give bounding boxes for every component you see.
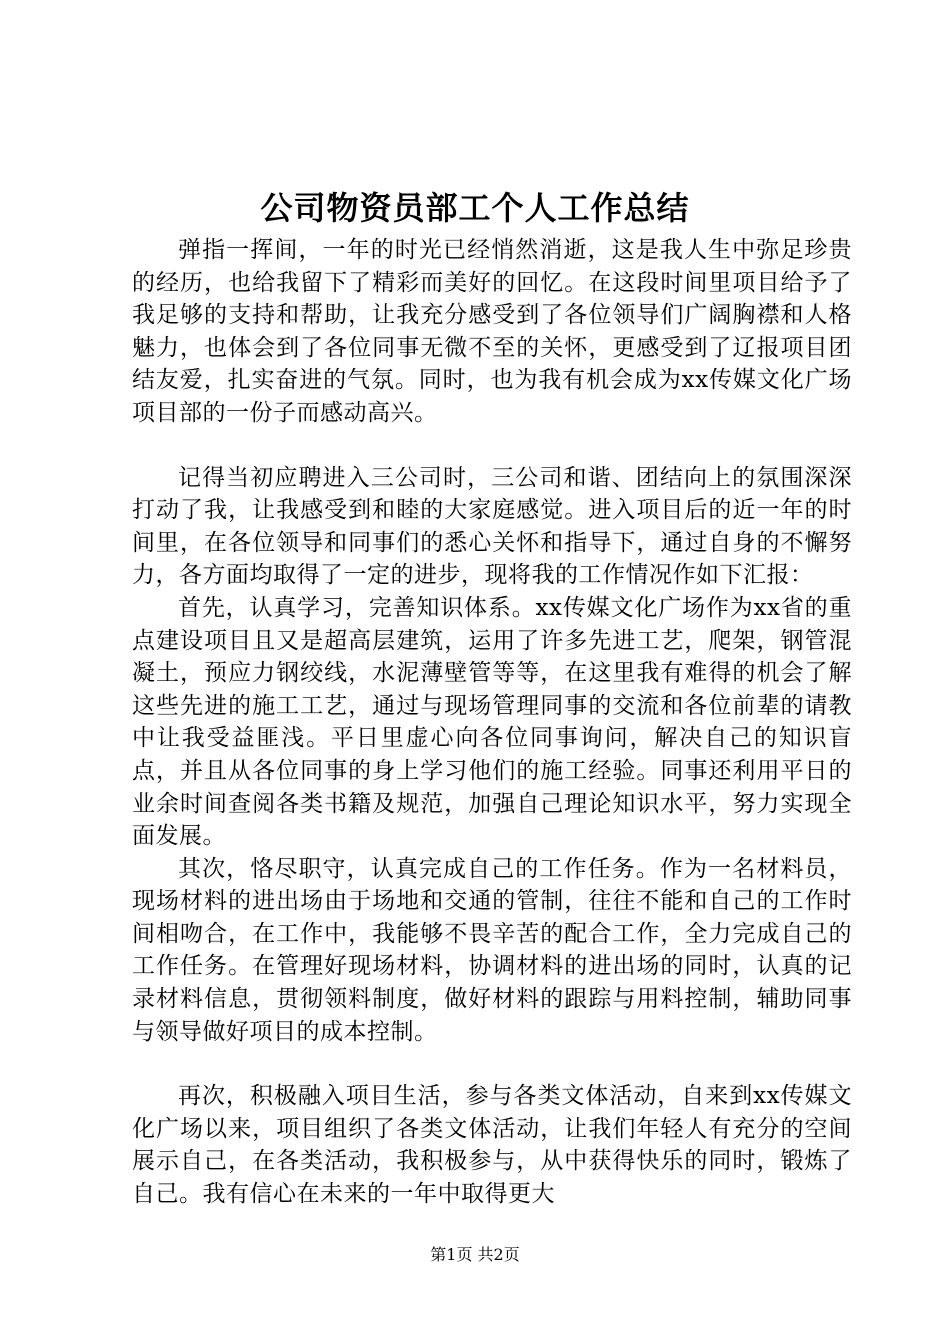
paragraph-duties: 其次，恪尽职守，认真完成自己的工作任务。作为一名材料员，现场材料的进出场由于场地和交通的管制，往往不能和自己的工作时间相吻合，在工作中，我能够不畏辛苦的配合工作，全力完成自己的工作任务。在管理好现场材料，协调材料的进出场的同时，认真的记录材料信息，贯彻领料制度，做好材料的跟踪与用料控制，辅助同事与领导做好项目的成本控制。 [132, 855, 852, 1045]
paragraph-learning: 首先，认真学习，完善知识体系。xx传媒文化广场作为xx省的重点建设项目且又是超高层建筑，运用了许多先进工艺，爬架，钢管混凝土，预应力钢绞线，水泥薄壁管等等，在这里我有难得的机会了解这些先进的施工工艺，通过与现场管理同事的交流和各位前辈的请教中让我受益匪浅。平日里虚心向各位同事询问，解决自己的知识盲点，并且从各位同事的身上学习他们的施工经验。同事还利用平日的业余时间查阅各类书籍及规范，加强自己理论知识水平，努力实现全面发展。 [132, 594, 852, 850]
paragraph-spacer [132, 1048, 852, 1080]
paragraph-joining: 记得当初应聘进入三公司时，三公司和谐、团结向上的氛围深深打动了我，让我感受到和睦的大家庭感觉。进入项目后的近一年的时间里，在各位领导和同事们的悉心关怀和指导下，通过自身的不懈努力，各方面均取得了一定的进步，现将我的工作情况作如下汇报： [132, 464, 852, 589]
document-title: 公司物资员部工个人工作总结 [260, 189, 690, 227]
document-body [132, 234, 852, 1211]
paragraph-activities: 再次，积极融入项目生活，参与各类文体活动，自来到xx传媒文化广场以来，项目组织了各类文体活动，让我们年轻人有充分的空间展示自己，在各类活动，我积极参与，从中获得快乐的同时，锻炼了自己。我有信心在未来的一年中取得更大 [132, 1083, 852, 1208]
paragraph-spacer [132, 430, 852, 462]
paragraph-intro: 弹指一挥间，一年的时光已经悄然消逝，这是我人生中弥足珍贵的经历，也给我留下了精彩而美好的回忆。在这段时间里项目给予了我足够的支持和帮助，让我充分感受到了各位领导们广阔胸襟和人格魅力，也体会到了各位同事无微不至的关怀，更感受到了辽报项目团结友爱，扎实奋进的气氛。同时，也为我有机会成为xx传媒文化广场项目部的一份子而感动高兴。 [132, 237, 852, 426]
page-footer: 第1页 共2页 [430, 1245, 520, 1264]
